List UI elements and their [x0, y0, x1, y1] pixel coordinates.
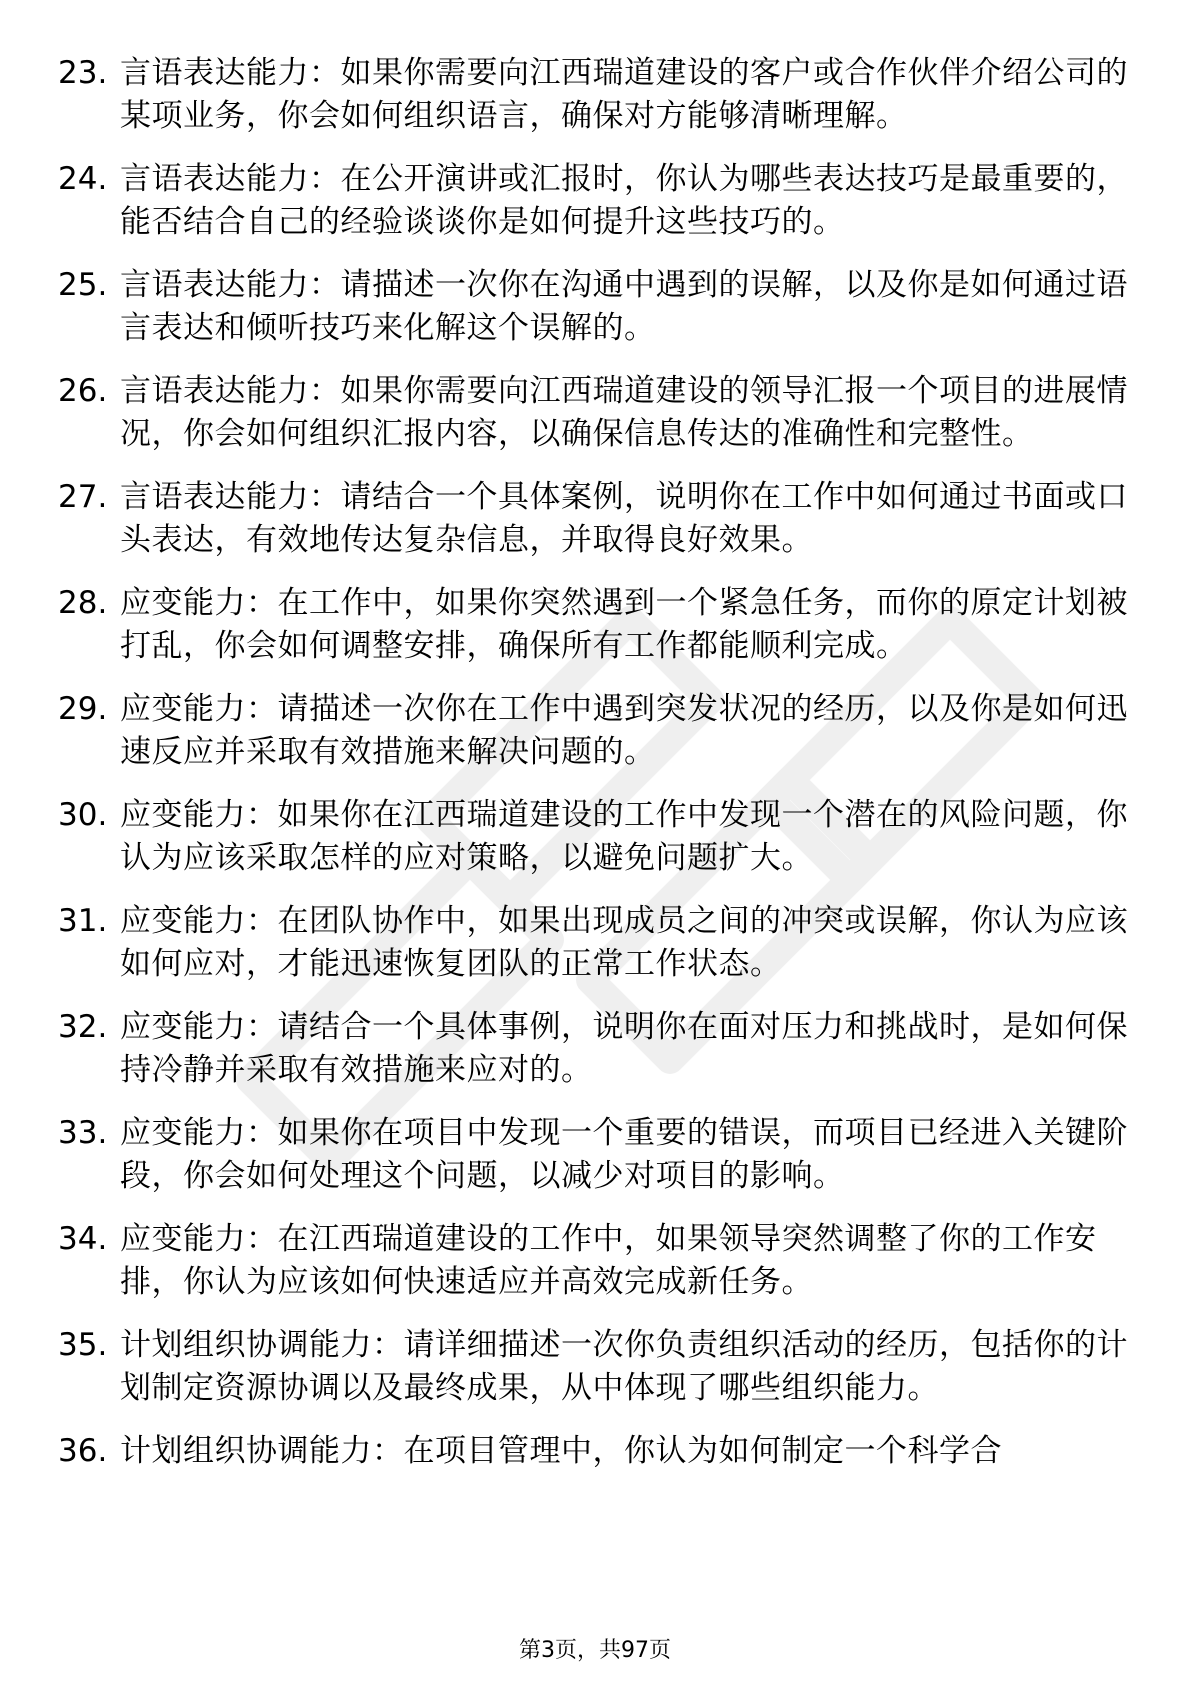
question-number: 27.: [58, 479, 108, 515]
question-number: 29.: [58, 691, 108, 727]
question-text: 言语表达能力：请结合一个具体案例，说明你在工作中如何通过书面或口头表达，有效地传达复杂信息，并取得良好效果。: [120, 479, 1128, 558]
question-text: 应变能力：在江西瑞道建设的工作中，如果领导突然调整了你的工作安排，你认为应该如何快速适应并高效完成新任务。: [120, 1221, 1097, 1300]
page-footer: 第3页，共97页: [519, 1638, 671, 1663]
list-item: [58, 1430, 1138, 1473]
question-text: 应变能力：如果你在江西瑞道建设的工作中发现一个潜在的风险问题，你认为应该采取怎样的应对策略，以避免问题扩大。: [120, 797, 1128, 876]
question-text: 应变能力：在工作中，如果你突然遇到一个紧急任务，而你的原定计划被打乱，你会如何调整安排，确保所有工作都能顺利完成。: [120, 585, 1128, 664]
question-number: 30.: [58, 797, 108, 833]
question-text: 应变能力：请结合一个具体事例，说明你在面对压力和挑战时，是如何保持冷静并采取有效措施来应对的。: [120, 1009, 1128, 1088]
question-text: 应变能力：在团队协作中，如果出现成员之间的冲突或误解，你认为应该如何应对，才能迅速恢复团队的正常工作状态。: [120, 903, 1128, 982]
list-item: [58, 370, 1138, 456]
question-number: 28.: [58, 585, 108, 621]
question-text: 计划组织协调能力：请详细描述一次你负责组织活动的经历，包括你的计划制定资源协调以及最终成果，从中体现了哪些组织能力。: [120, 1327, 1128, 1406]
list-item: [58, 794, 1138, 880]
question-number: 34.: [58, 1221, 108, 1257]
list-item: [58, 1218, 1138, 1304]
question-number: 26.: [58, 373, 108, 409]
question-number: 24.: [58, 161, 108, 197]
question-text: 言语表达能力：如果你需要向江西瑞道建设的客户或合作伙伴介绍公司的某项业务，你会如何组织语言，确保对方能够清晰理解。: [120, 55, 1128, 134]
list-item: [58, 1112, 1138, 1198]
list-item: [58, 476, 1138, 562]
question-text: 言语表达能力：请描述一次你在沟通中遇到的误解，以及你是如何通过语言表达和倾听技巧来化解这个误解的。: [120, 267, 1128, 346]
list-item: [58, 1324, 1138, 1410]
list-item: [58, 582, 1138, 668]
list-item: [58, 688, 1138, 774]
question-number: 25.: [58, 267, 108, 303]
question-number: 33.: [58, 1115, 108, 1151]
question-text: 言语表达能力：如果你需要向江西瑞道建设的领导汇报一个项目的进展情况，你会如何组织汇报内容，以确保信息传达的准确性和完整性。: [120, 373, 1128, 452]
question-number: 31.: [58, 903, 108, 939]
question-text: 言语表达能力：在公开演讲或汇报时，你认为哪些表达技巧是最重要的，能否结合自己的经验谈谈你是如何提升这些技巧的。: [120, 161, 1128, 240]
question-number: 23.: [58, 55, 108, 91]
question-text: 应变能力：如果你在项目中发现一个重要的错误，而项目已经进入关键阶段，你会如何处理这个问题，以减少对项目的影响。: [120, 1115, 1128, 1194]
question-text: 计划组织协调能力：在项目管理中，你认为如何制定一个科学合: [120, 1433, 1002, 1469]
question-text: 应变能力：请描述一次你在工作中遇到突发状况的经历，以及你是如何迅速反应并采取有效措施来解决问题的。: [120, 691, 1128, 770]
list-item: [58, 52, 1138, 138]
list-item: [58, 1006, 1138, 1092]
list-item: [58, 900, 1138, 986]
list-item: [58, 264, 1138, 350]
list-item: [58, 158, 1138, 244]
question-number: 32.: [58, 1009, 108, 1045]
question-list: [58, 52, 1138, 1493]
question-number: 36.: [58, 1433, 108, 1469]
question-number: 35.: [58, 1327, 108, 1363]
